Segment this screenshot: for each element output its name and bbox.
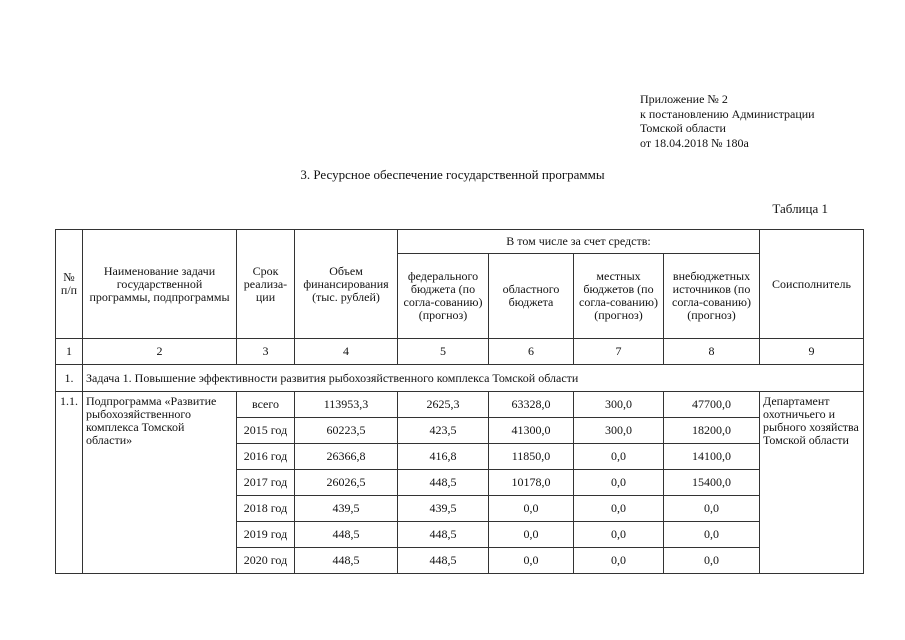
local-cell: 0,0: [574, 548, 664, 574]
period-cell: 2016 год: [237, 444, 295, 470]
header-name: Наименование задачи государственной программы, подпрограммы: [83, 230, 237, 339]
appendix-line: Приложение № 2: [640, 92, 728, 106]
volume-cell: 26026,5: [295, 470, 398, 496]
volume-cell: 448,5: [295, 548, 398, 574]
regional-cell: 0,0: [489, 548, 574, 574]
appendix-line: к постановлению Администрации: [640, 106, 815, 121]
extra-cell: 18200,0: [664, 418, 760, 444]
column-number: 8: [664, 339, 760, 365]
header-regional: областного бюджета: [489, 254, 574, 339]
column-number: 5: [398, 339, 489, 365]
column-number: 2: [83, 339, 237, 365]
header-coexecutor: Соисполнитель: [760, 230, 864, 339]
appendix-line: от 18.04.2018 № 180а: [640, 135, 749, 150]
column-number: 1: [56, 339, 83, 365]
column-number: 7: [574, 339, 664, 365]
federal-cell: 439,5: [398, 496, 489, 522]
volume-cell: 439,5: [295, 496, 398, 522]
task-number: 1.: [56, 365, 83, 392]
federal-cell: 423,5: [398, 418, 489, 444]
subprogram-number: 1.1.: [56, 392, 83, 574]
federal-cell: 448,5: [398, 548, 489, 574]
column-number: 3: [237, 339, 295, 365]
volume-cell: 448,5: [295, 522, 398, 548]
regional-cell: 10178,0: [489, 470, 574, 496]
local-cell: 0,0: [574, 444, 664, 470]
period-cell: всего: [237, 392, 295, 418]
regional-cell: 63328,0: [489, 392, 574, 418]
federal-cell: 2625,3: [398, 392, 489, 418]
appendix-line: Томской области: [640, 121, 726, 135]
column-number: 6: [489, 339, 574, 365]
document-title: 3. Ресурсное обеспечение государственной программы: [300, 167, 605, 182]
federal-cell: 416,8: [398, 444, 489, 470]
period-cell: 2019 год: [237, 522, 295, 548]
period-cell: 2017 год: [237, 470, 295, 496]
header-extra: внебюджетных источников (по согла-сованию) (прогноз): [664, 254, 760, 339]
local-cell: 0,0: [574, 496, 664, 522]
local-cell: 0,0: [574, 522, 664, 548]
extra-cell: 0,0: [664, 496, 760, 522]
extra-cell: 14100,0: [664, 444, 760, 470]
column-number: 4: [295, 339, 398, 365]
resource-table: [55, 229, 864, 574]
appendix-block: [640, 92, 815, 150]
extra-cell: 0,0: [664, 548, 760, 574]
volume-cell: 26366,8: [295, 444, 398, 470]
local-cell: 0,0: [574, 470, 664, 496]
task-text: Задача 1. Повышение эффективности развития рыбохозяйственного комплекса Томской области: [83, 365, 864, 392]
table-row: [56, 392, 864, 418]
regional-cell: 41300,0: [489, 418, 574, 444]
extra-cell: 0,0: [664, 522, 760, 548]
regional-cell: 0,0: [489, 522, 574, 548]
federal-cell: 448,5: [398, 470, 489, 496]
header-num: № п/п: [56, 230, 83, 339]
local-cell: 300,0: [574, 418, 664, 444]
volume-cell: 113953,3: [295, 392, 398, 418]
header-federal: федерального бюджета (по согла-сованию) (прогноз): [398, 254, 489, 339]
regional-cell: 0,0: [489, 496, 574, 522]
period-cell: 2015 год: [237, 418, 295, 444]
header-local: местных бюджетов (по согла-сованию) (прогноз): [574, 254, 664, 339]
regional-cell: 11850,0: [489, 444, 574, 470]
header-term: Срок реализа-ции: [237, 230, 295, 339]
header-volume: Объем финансирования (тыс. рублей): [295, 230, 398, 339]
coexecutor-cell: Департамент охотничьего и рыбного хозяйства Томской области: [760, 392, 864, 574]
period-cell: 2020 год: [237, 548, 295, 574]
table-label: Таблица 1: [772, 201, 828, 216]
extra-cell: 15400,0: [664, 470, 760, 496]
local-cell: 300,0: [574, 392, 664, 418]
volume-cell: 60223,5: [295, 418, 398, 444]
extra-cell: 47700,0: [664, 392, 760, 418]
header-group: В том числе за счет средств:: [398, 230, 760, 254]
period-cell: 2018 год: [237, 496, 295, 522]
subprogram-name: Подпрограмма «Развитие рыбохозяйственного комплекса Томской области»: [83, 392, 237, 574]
column-number: 9: [760, 339, 864, 365]
federal-cell: 448,5: [398, 522, 489, 548]
